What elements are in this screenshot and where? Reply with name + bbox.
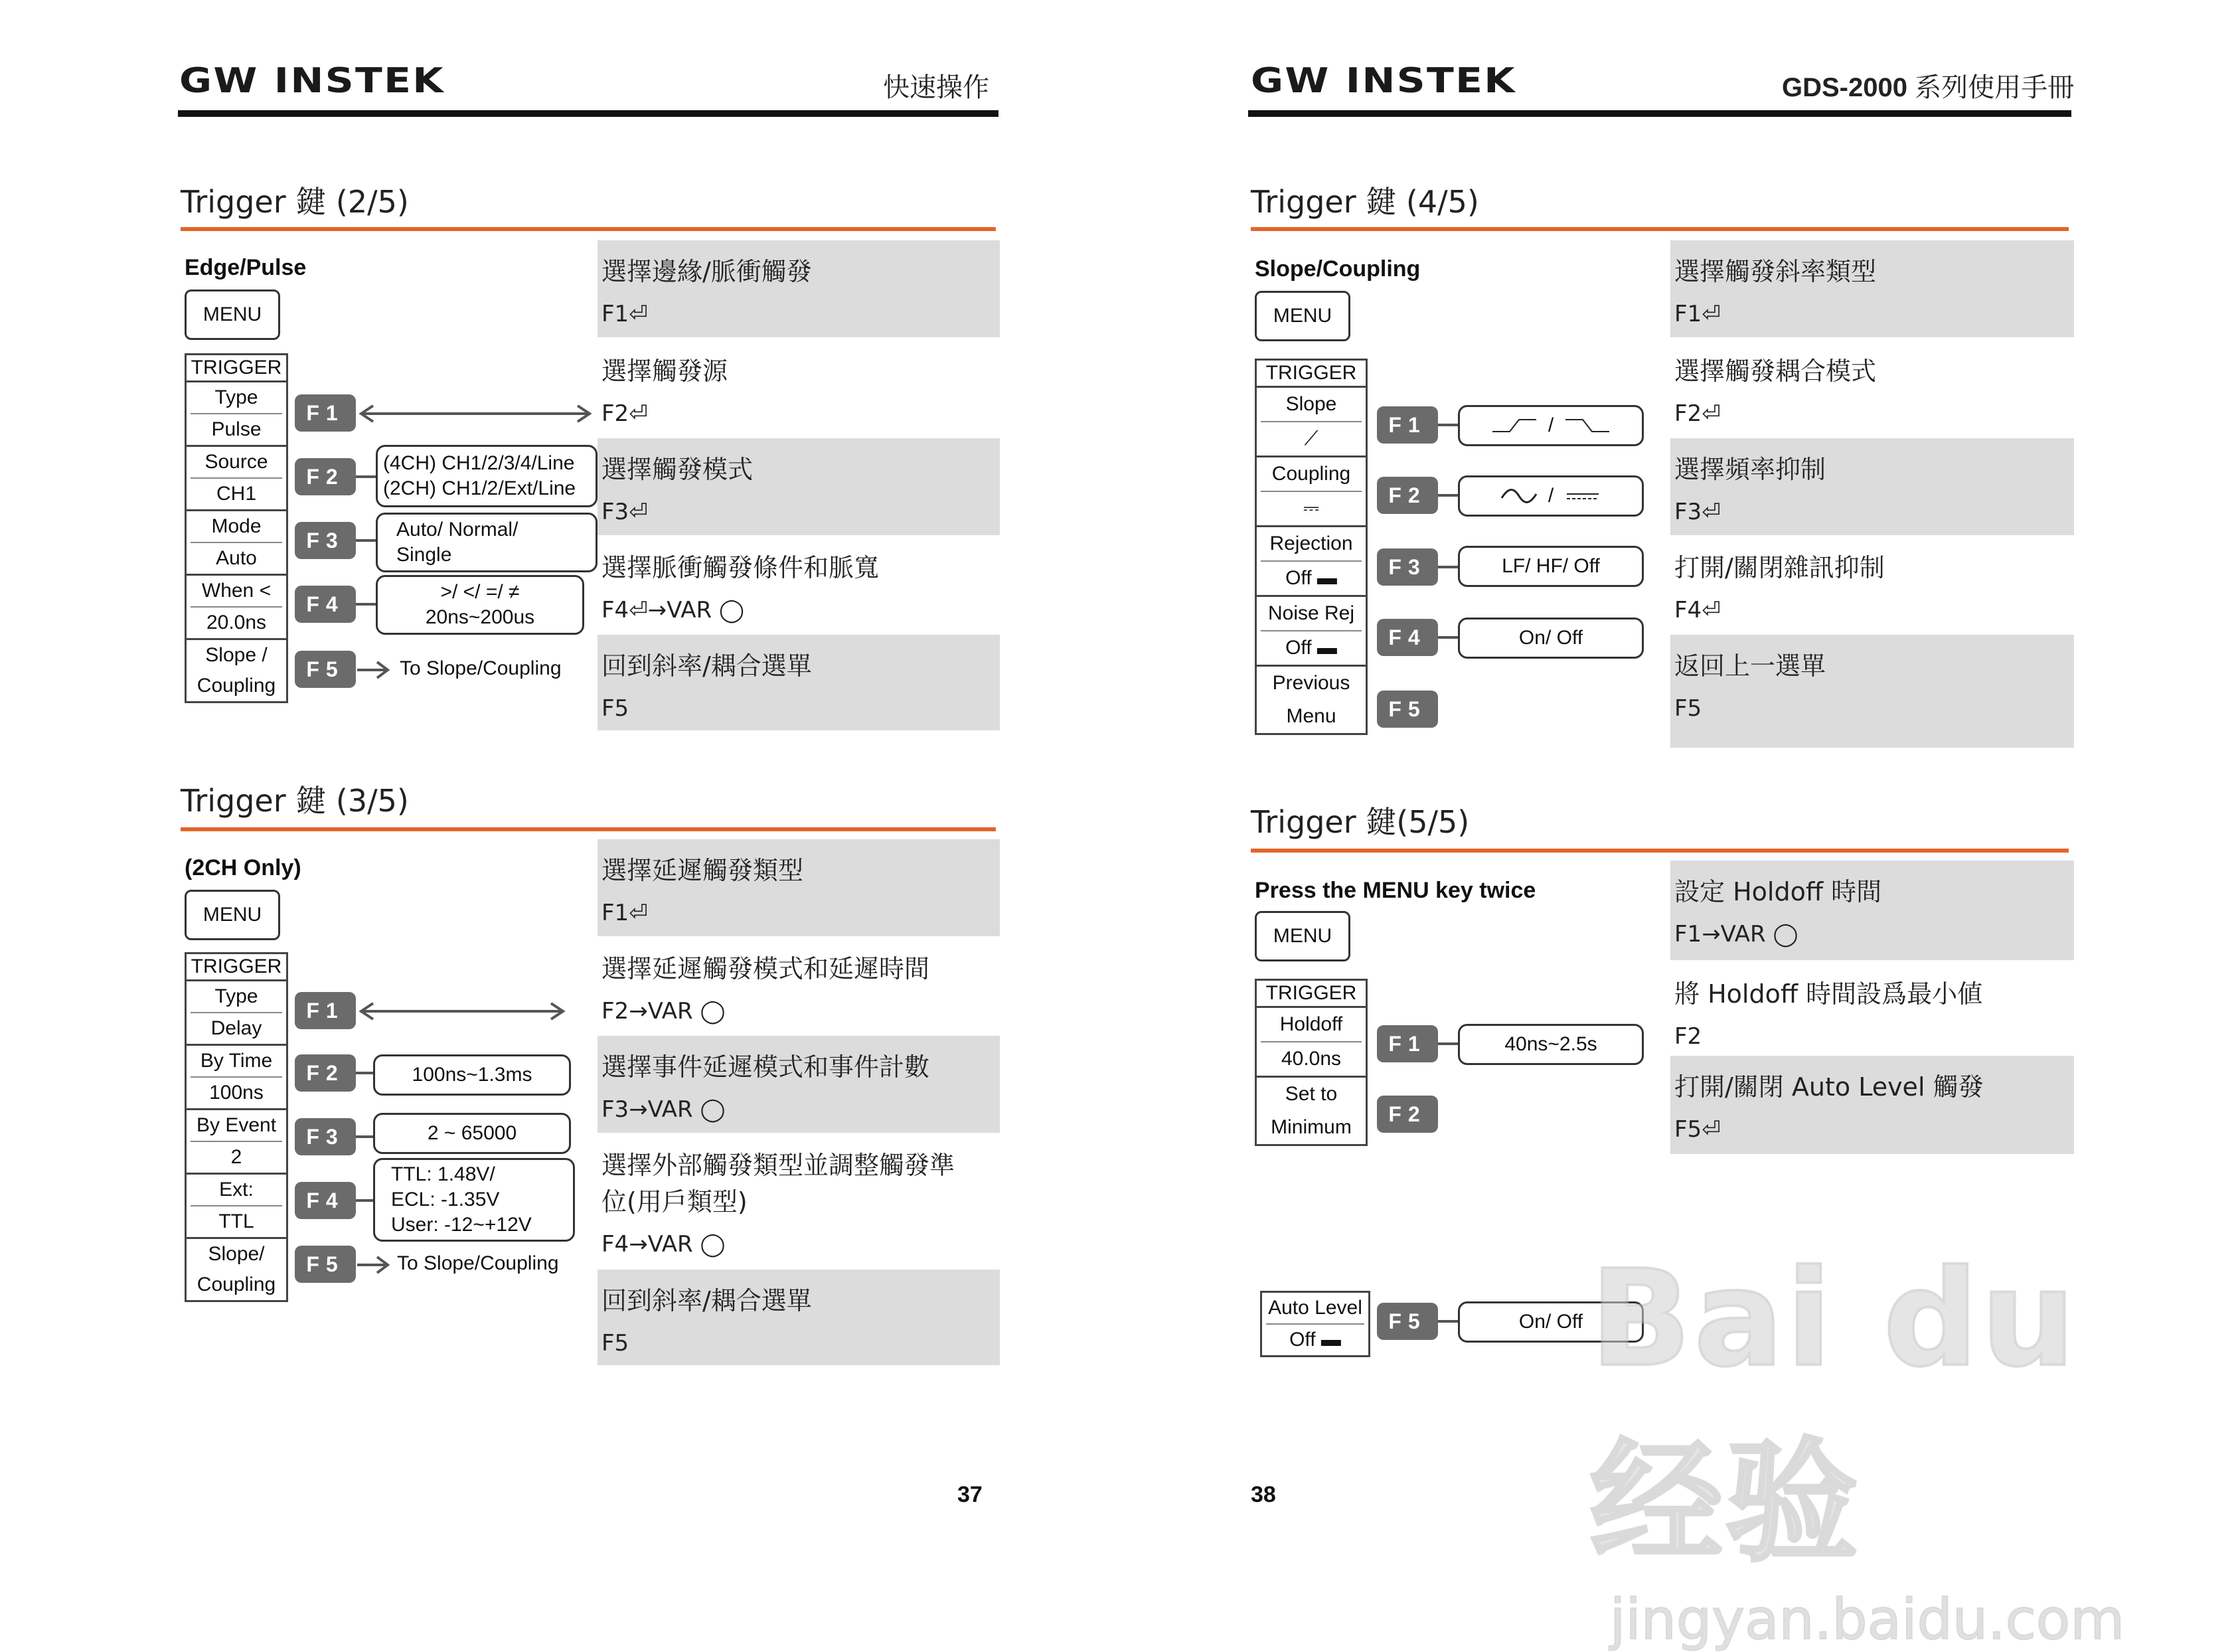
dc-coupling-icon xyxy=(1564,486,1601,506)
desc-f1: 選擇延遲觸發類型 F1⏎ xyxy=(598,839,1000,936)
softmenu-item-slope[interactable]: Slope ⟋ xyxy=(1257,388,1366,457)
rising-edge-icon xyxy=(1491,416,1538,436)
softmenu-item-mode[interactable]: Mode Auto xyxy=(187,511,286,576)
softmenu-item-noise-rej[interactable]: Noise Rej Off ▬ xyxy=(1257,597,1366,667)
trigger-softmenu xyxy=(1255,359,1368,735)
mode-label: Slope/Coupling xyxy=(1255,256,1421,282)
softmenu-item-coupling[interactable]: Coupling ⎓ xyxy=(1257,457,1366,527)
header-title: 快速操作 xyxy=(883,73,989,102)
header-title: GDS-2000 系列使用手冊 xyxy=(1782,73,2075,102)
section-rule xyxy=(181,227,996,231)
f4-key[interactable]: F4 xyxy=(295,586,356,623)
section-title: Trigger 鍵 (2/5) xyxy=(181,184,409,220)
f5-arrow xyxy=(357,1255,390,1275)
f3-key[interactable]: F3 xyxy=(295,1118,356,1155)
softmenu-head: TRIGGER xyxy=(1257,361,1366,388)
f2-options: 100ns~1.3ms xyxy=(373,1054,571,1096)
f5-key[interactable]: F5 xyxy=(1377,691,1438,728)
desc-f2: 將 Holdoff 時間設爲最小値 F2 xyxy=(1674,979,1983,1050)
f4-key[interactable]: F4 xyxy=(1377,619,1438,656)
gwinstek-logo: GW INSTEK xyxy=(1251,61,1516,101)
section-title: Trigger 鍵 (3/5) xyxy=(181,783,409,819)
desc-f5: 回到斜率/耦合選單 F5 xyxy=(598,1270,1000,1365)
f4-key[interactable]: F4 xyxy=(295,1182,356,1219)
softmenu-item-auto-level[interactable]: Auto Level Off ▬ xyxy=(1262,1293,1368,1355)
desc-f4: 選擇外部觸發類型並調整觸發準 位(用戶類型) F4→VAR ◯ xyxy=(601,1151,955,1258)
ac-coupling-icon xyxy=(1500,486,1538,506)
gwinstek-logo: GW INSTEK xyxy=(179,61,445,101)
desc-f5: 打開/關閉 Auto Level 觸發 F5⏎ xyxy=(1670,1056,2074,1154)
menu-button[interactable]: MENU xyxy=(1255,291,1350,341)
section-title: Trigger 鍵(5/5) xyxy=(1251,804,1470,840)
trigger-softmenu xyxy=(1255,979,1368,1146)
f1-double-arrow xyxy=(359,1001,571,1021)
f1-options: / xyxy=(1458,405,1644,446)
connector xyxy=(1438,1036,1461,1052)
left-page xyxy=(0,0,1118,1581)
connector xyxy=(1438,487,1461,503)
desc-f3: 選擇觸發模式 F3⏎ xyxy=(598,438,1000,535)
f1-key[interactable]: F1 xyxy=(295,992,356,1029)
f1-key[interactable]: F1 xyxy=(295,394,356,432)
desc-f1: 選擇邊緣/脈衝觸發 F1⏎ xyxy=(598,240,1000,337)
softmenu-item-previous-menu[interactable]: Previous Menu xyxy=(1272,672,1350,727)
f4-options: On/ Off xyxy=(1458,618,1644,659)
desc-f5: 回到斜率/耦合選單 F5 xyxy=(598,635,1000,730)
f5-target: To Slope/Coupling xyxy=(400,657,562,679)
page-number: 37 xyxy=(957,1482,983,1507)
f5-options: On/ Off xyxy=(1458,1301,1644,1343)
f3-options: 2 ~ 65000 xyxy=(373,1113,571,1154)
f3-key[interactable]: F3 xyxy=(1377,548,1438,586)
f1-key[interactable]: F1 xyxy=(1377,406,1438,444)
page-number: 38 xyxy=(1251,1482,1276,1507)
f2-key[interactable]: F2 xyxy=(295,1054,356,1092)
desc-f2: 選擇延遲觸發模式和延遲時間 F2→VAR ◯ xyxy=(601,954,930,1025)
f1-key[interactable]: F1 xyxy=(1377,1025,1438,1062)
desc-f3: 選擇事件延遲模式和事件計數 F3→VAR ◯ xyxy=(598,1036,1000,1133)
softmenu-head: TRIGGER xyxy=(187,355,286,382)
connector xyxy=(1438,417,1461,433)
f2-key[interactable]: F2 xyxy=(1377,1096,1438,1133)
softmenu-head: TRIGGER xyxy=(187,954,286,981)
f4-options: TTL: 1.48V/ ECL: -1.35V User: -12~+12V xyxy=(373,1158,575,1242)
desc-f3: 選擇頻率抑制 F3⏎ xyxy=(1670,438,2074,535)
connector xyxy=(356,1065,374,1081)
desc-f2: 選擇觸發源 F2⏎ xyxy=(601,357,728,427)
falling-edge-icon xyxy=(1564,416,1611,436)
connector xyxy=(1438,559,1461,575)
f5-arrow xyxy=(357,660,390,680)
f1-double-arrow xyxy=(359,404,598,424)
header-rule xyxy=(1248,110,2071,117)
f5-target: To Slope/Coupling xyxy=(397,1252,559,1274)
section-rule xyxy=(1251,849,2069,853)
baidu-watermark xyxy=(1590,1242,2236,1652)
desc-f5: 返回上一選單 F5 xyxy=(1670,635,2074,748)
menu-button[interactable]: MENU xyxy=(1255,911,1350,961)
connector xyxy=(1438,629,1461,645)
f5-key[interactable]: F5 xyxy=(295,651,356,688)
softmenu-item-when[interactable]: When < 20.0ns xyxy=(187,576,286,640)
section-title: Trigger 鍵 (4/5) xyxy=(1251,184,1479,220)
menu-button[interactable]: MENU xyxy=(185,289,280,340)
mode-label: (2CH Only) xyxy=(185,855,301,880)
softmenu-item-by-time[interactable]: By Time 100ns xyxy=(187,1046,286,1110)
softmenu-item-rejection[interactable]: Rejection Off ▬ xyxy=(1257,527,1366,597)
softmenu-item-type[interactable]: Type Pulse xyxy=(187,382,286,447)
softmenu-item-holdoff[interactable]: Holdoff 40.0ns xyxy=(1257,1008,1366,1078)
desc-f1: 選擇觸發斜率類型 F1⏎ xyxy=(1670,240,2074,337)
softmenu-item-set-to-minimum[interactable]: Set to Minimum xyxy=(1271,1083,1352,1138)
softmenu-item-ext[interactable]: Ext: TTL xyxy=(187,1175,286,1239)
f4-options: >/ </ =/ ≠ 20ns~200us xyxy=(376,575,584,635)
connector xyxy=(356,1129,374,1145)
desc-f1: 設定 Holdoff 時間 F1→VAR ◯ xyxy=(1670,861,2074,960)
header-rule xyxy=(178,110,998,117)
softmenu-item-type[interactable]: Type Delay xyxy=(187,981,286,1046)
f2-options: (4CH) CH1/2/3/4/Line (2CH) CH1/2/Ext/Line xyxy=(376,445,598,507)
desc-f4: 選擇脈衝觸發條件和脈寬 F4⏎→VAR ◯ xyxy=(601,553,880,623)
desc-f4: 打開/關閉雜訊抑制 F4⏎ xyxy=(1674,553,1885,623)
menu-button[interactable]: MENU xyxy=(185,890,280,940)
connector xyxy=(356,1193,374,1208)
auto-level-softmenu xyxy=(1260,1291,1370,1357)
softmenu-head: TRIGGER xyxy=(1257,981,1366,1008)
section-rule xyxy=(1251,227,2069,231)
watermark-brand: Bai du 经验 xyxy=(1590,1242,2079,1580)
trigger-softmenu xyxy=(185,952,288,1302)
f1-options: 40ns~2.5s xyxy=(1458,1024,1644,1065)
softmenu-item-source[interactable]: Source CH1 xyxy=(187,447,286,511)
f3-options: Auto/ Normal/ Single xyxy=(376,513,598,572)
watermark-url: jingyan.baidu.com xyxy=(1610,1587,2125,1652)
section-rule xyxy=(181,827,996,831)
f3-key[interactable]: F3 xyxy=(295,522,356,559)
softmenu-item-by-event[interactable]: By Event 2 xyxy=(187,1110,286,1175)
connector xyxy=(1438,1313,1461,1329)
softmenu-item-slope-coupling[interactable]: Slope/ Coupling xyxy=(197,1243,276,1295)
mode-label: Press the MENU key twice xyxy=(1255,878,1536,903)
f2-key[interactable]: F2 xyxy=(1377,477,1438,514)
f5-key[interactable]: F5 xyxy=(295,1246,356,1283)
f3-options: LF/ HF/ Off xyxy=(1458,546,1644,587)
f2-options: / xyxy=(1458,475,1644,517)
mode-label: Edge/Pulse xyxy=(185,255,307,280)
softmenu-item-slope-coupling[interactable]: Slope / Coupling xyxy=(197,644,276,697)
f2-key[interactable]: F2 xyxy=(295,458,356,495)
f5-key[interactable]: F5 xyxy=(1377,1303,1438,1340)
trigger-softmenu xyxy=(185,353,288,703)
desc-f2: 選擇觸發耦合模式 F2⏎ xyxy=(1674,357,1877,427)
